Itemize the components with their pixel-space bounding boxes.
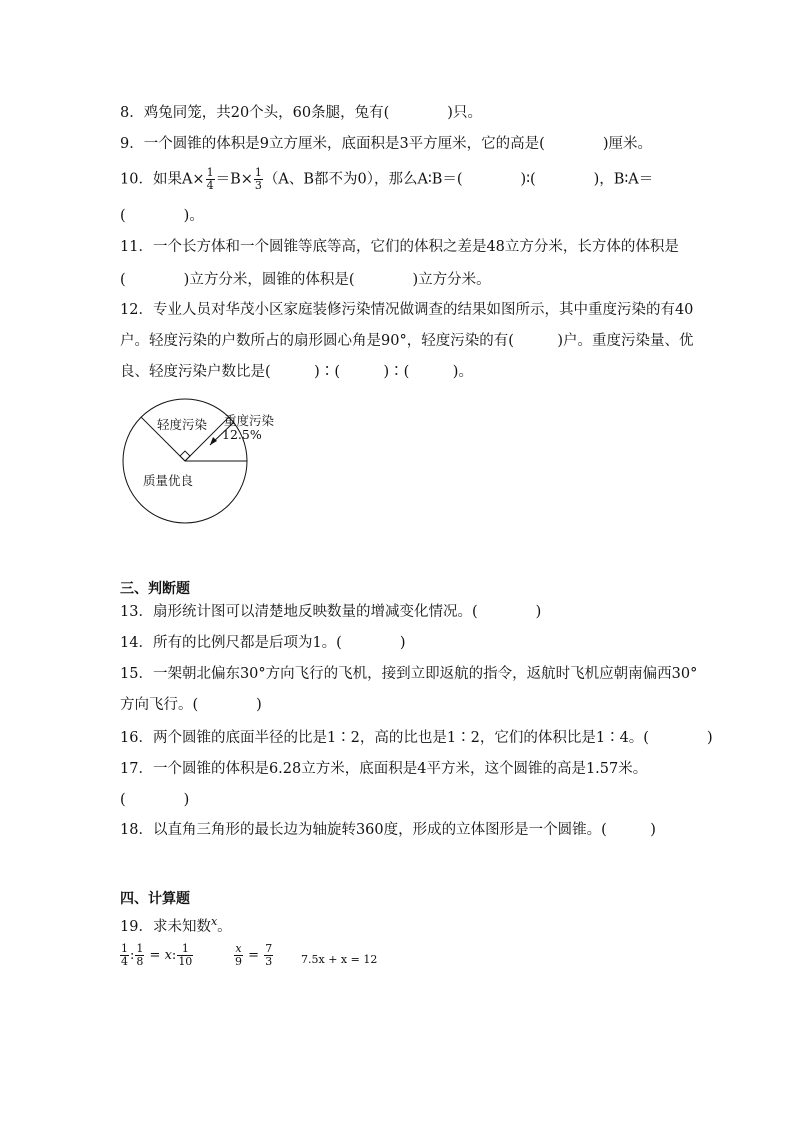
eq1-frac-c bbox=[177, 943, 193, 968]
eq2-equals: = bbox=[248, 948, 260, 963]
q19-prefix: 19．求未知数 bbox=[120, 918, 211, 935]
frac-den: 8 bbox=[136, 955, 144, 968]
question-12-line2: 户。轻度污染的户数所占的扇形圆心角是90°，轻度污染的有( )户。重度污染量、优 bbox=[120, 333, 694, 349]
question-13: 13．扇形统计图可以清楚地反映数量的增减变化情况。( ) bbox=[120, 604, 542, 620]
question-9: 9．一个圆锥的体积是9立方厘米，底面积是3平方厘米，它的高是( )厘米。 bbox=[120, 136, 652, 152]
frac-num: 1 bbox=[177, 943, 193, 956]
equation-2 bbox=[233, 943, 274, 968]
eq1-equals: = bbox=[149, 948, 161, 963]
question-12-line3: 良、轻度污染户数比是( )∶( )∶( )。 bbox=[120, 364, 473, 380]
frac-den: 4 bbox=[206, 179, 214, 192]
frac-den: 10 bbox=[178, 955, 193, 968]
question-15-line1: 15．一架朝北偏东30°方向飞行的飞机，接到立即返航的指令，返航时飞机应朝南偏西30° bbox=[120, 666, 698, 682]
q19-variable: x bbox=[210, 915, 218, 928]
question-10-line2: ( )。 bbox=[120, 208, 204, 224]
question-16: 16．两个圆锥的底面半径的比是1∶2，高的比也是1∶2，它们的体积比是1∶4。( ) bbox=[120, 730, 713, 746]
eq2-frac-rhs bbox=[264, 943, 273, 968]
fraction-one-third bbox=[254, 167, 263, 192]
frac-den: 3 bbox=[254, 179, 262, 192]
question-17-line2: ( ) bbox=[120, 792, 190, 808]
q10-suffix: （A、B都不为0），那么A∶B＝( )∶( )，B∶A＝ bbox=[263, 171, 654, 188]
slice-label-light-pollution: 轻度污染 bbox=[157, 417, 208, 432]
equation-3: 7.5x + x = 12 bbox=[301, 953, 378, 966]
frac-num: 1 bbox=[136, 942, 144, 955]
arrow-head bbox=[210, 437, 217, 445]
eq1-x: x bbox=[164, 948, 172, 963]
slice-label-good-quality: 质量优良 bbox=[143, 473, 194, 488]
question-11-line2: ( )立方分米，圆锥的体积是( )立方分米。 bbox=[120, 272, 491, 288]
question-12-line1: 12．专业人员对华茂小区家庭装修污染情况做调查的结果如图所示，其中重度污染的有40 bbox=[120, 302, 694, 318]
eq1-colon1: : bbox=[130, 948, 135, 963]
q19-suffix: 。 bbox=[217, 918, 232, 935]
q10-mid: ＝B× bbox=[215, 171, 253, 188]
question-11-line1: 11．一个长方体和一个圆锥等底等高，它们的体积之差是48立方分米，长方体的体积是 bbox=[120, 239, 679, 255]
eq1-frac-a bbox=[120, 943, 129, 968]
question-17-line1: 17．一个圆锥的体积是6.28立方米，底面积是4平方米，这个圆锥的高是1.57米。 bbox=[120, 761, 648, 777]
frac-den: 4 bbox=[121, 955, 128, 968]
frac-num: 1 bbox=[206, 166, 214, 179]
frac-den: 3 bbox=[265, 955, 273, 968]
question-8: 8．鸡兔同笼，共20个头，60条腿，兔有( )只。 bbox=[120, 105, 482, 121]
eq1-frac-b bbox=[135, 943, 144, 968]
question-15-line2: 方向飞行。( ) bbox=[120, 697, 262, 713]
right-angle-marker bbox=[180, 451, 190, 461]
eq1-colon2: : bbox=[171, 948, 177, 963]
q10-prefix: 10．如果A× bbox=[120, 171, 205, 188]
frac-num: 1 bbox=[254, 166, 262, 179]
question-19 bbox=[120, 912, 232, 937]
equation-1 bbox=[119, 943, 194, 968]
question-18: 18．以直角三角形的最长边为轴旋转360度，形成的立体图形是一个圆锥。( ) bbox=[120, 822, 656, 838]
pollution-pie-chart bbox=[110, 385, 330, 535]
annotation-heavy-pollution: 重度污染 bbox=[224, 413, 275, 428]
fraction-one-quarter bbox=[206, 167, 215, 192]
section-4-heading: 四、计算题 bbox=[120, 891, 190, 907]
frac-num: 1 bbox=[121, 942, 128, 955]
frac-num: x bbox=[235, 942, 242, 955]
annotation-percent: 12.5% bbox=[222, 427, 262, 442]
frac-num: 7 bbox=[265, 942, 273, 955]
question-14: 14．所有的比例尺都是后项为1。( ) bbox=[120, 635, 406, 651]
question-10 bbox=[120, 167, 653, 192]
section-3-heading: 三、判断题 bbox=[120, 581, 190, 597]
eq2-frac-lhs bbox=[234, 943, 243, 968]
frac-den: 9 bbox=[235, 955, 242, 968]
